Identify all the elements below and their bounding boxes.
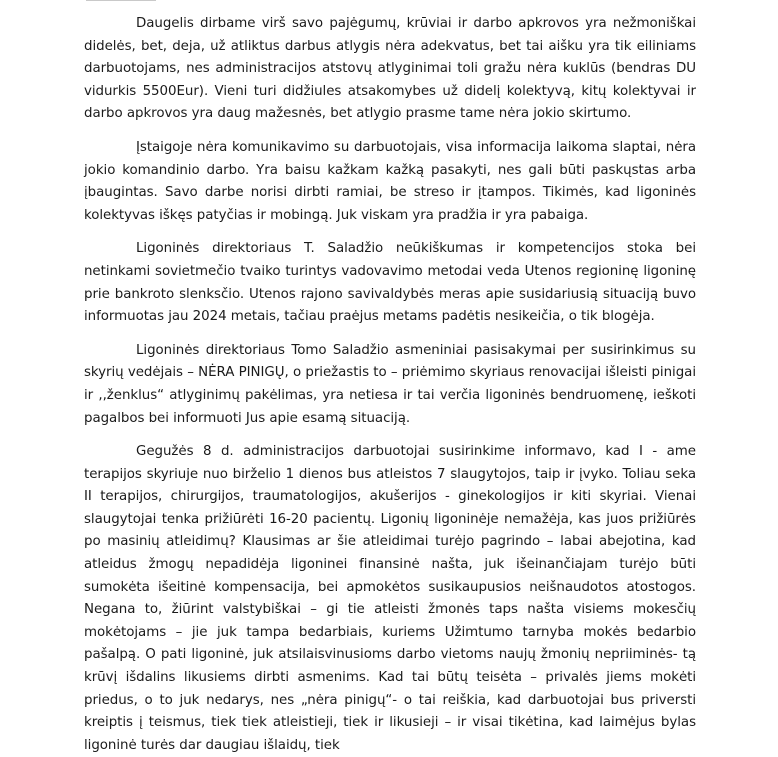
paragraph-no-money: Ligoninės direktoriaus Tomo Saladžio asmeniniai pasisakymai per susirinkimus su skyrių vedėjais – NĖRA PINIGŲ, o priežastis to – priėmimo skyriaus renovacijai išleisti pinigai ir ,,ženklus“ atlyginimų pakėlimas, yra netiesa ir tai verčia ligoninės bendruomenę, ieškoti pagalbos bei informuoti Jus apie esamą situaciją. [84, 342, 696, 426]
document-body [84, 13, 696, 757]
paragraph-director-competence: Ligoninės direktoriaus T. Saladžio neūkiškumas ir kompetencijos stoka bei netinkami sovietmečio tvaiko turintys vadovavimo metodai veda Utenos regioninę ligoninę prie bankroto slenksčio. Utenos rajono savivaldybės meras apie susidariusią situaciją buvo informuotas jau 2024 metais, tačiau praėjus metams padėtis nesikeičia, o tik blogėja. [84, 241, 696, 325]
paragraph-layoffs: Gegužės 8 d. administracijos darbuotojai susirinkime informavo, kad I - ame terapijos skyriuje nuo birželio 1 dienos bus atleistos 7 slaugytojos, taip ir įvyko. Toliau seka II terapijos, chirurgijos, traumatologijos, akušerijos - ginekologijos ir kiti skyriai. Vienai slaugytojai tenka prižiūrėti 16-20 pacientų. Ligonių ligoninėje nemažėja, kas juos prižiūrės po masinių atleidimų? Klausimas ar šie atleidimai turėjo pagrindo – labai abejotina, kad atleidus žmogų nepadidėja ligoninei finansinė našta, juk išeinančiajam turėjo būti sumokėta išeitinė kompensacija, bei apmokėtos susikaupusios neišnaudotos atostogos. Negana to, žiūrint valstybiškai – gi tie atleisti žmonės taps našta visiems mokesčių mokėtojams – jie juk tampa bedarbiais, kuriems Užimtumo tarnyba mokės bedarbio pašalpą. O pati ligoninė, juk atsilaisvinusioms darbo vietoms naujų žmonių nepriiminės- tą krūvį išdalins likusiems dirbti asmenims. Kad tai būtų teisėta – privalės jiems mokėti priedus, o to juk nedarys, nes „nėra pinigų“- o tai reiškia, kad darbuotojai bus priversti kreiptis į teismus, tiek tiek atleistieji, tiek ir likusieji – ir visai tikėtina, kad laimėjus bylas ligoninė turės dar daugiau išlaidų, tiek [84, 444, 696, 753]
cut-off-line-fragment [86, 0, 156, 1]
paragraph-communication: Įstaigoje nėra komunikavimo su darbuotojais, visa informacija laikoma slaptai, nėra jokio komandinio darbo. Yra baisu kažkam kažką pasakyti, nes gali būti paskųstas arba įbaugintas. Savo darbe norisi dirbti ramiai, be streso ir įtampos. Tikimės, kad ligoninės kolektyvas iškęs patyčias ir mobingą. Juk viskam yra pradžia ir yra pabaiga. [84, 139, 696, 223]
paragraph-workload: Daugelis dirbame virš savo pajėgumų, krūviai ir darbo apkrovos yra nežmoniškai didelės, bet, deja, už atliktus darbus atlygis nėra adekvatus, bet tai aišku yra tik eiliniams darbuotojams, nes administracijos atstovų atlyginimai toli gražu nėra kuklūs (bendras DU vidurkis 5500Eur). Vieni turi didžiules atsakomybes už didelį kolektyvą, kitų kolektyvai ir darbo apkrovos yra daug mažesnės, bet atlygio prasme tame nėra jokio skirtumo. [84, 16, 696, 122]
